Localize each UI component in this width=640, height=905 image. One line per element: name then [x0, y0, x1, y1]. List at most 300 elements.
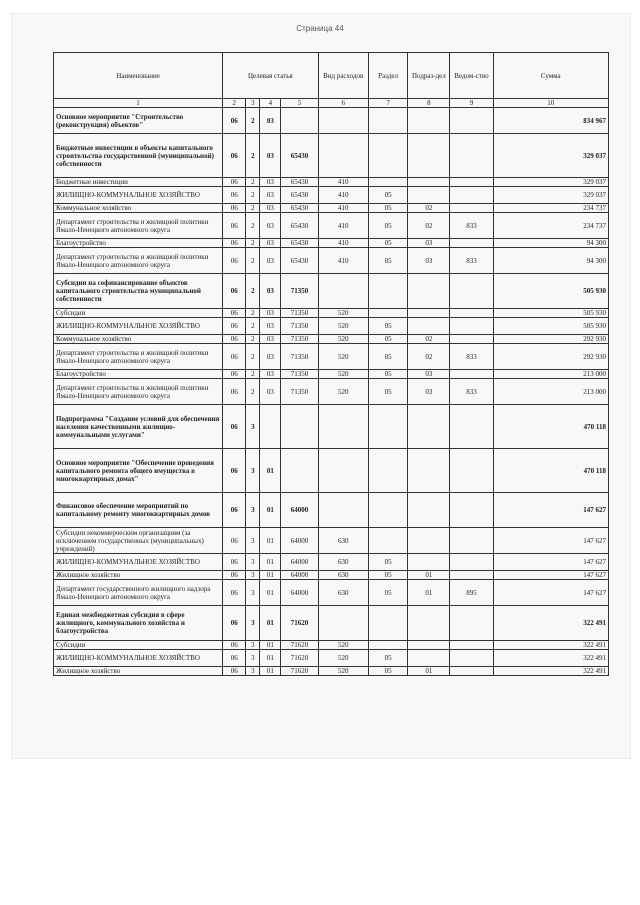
cell-subprogram: 3 [246, 650, 260, 667]
cell-amount: 234 737 [493, 213, 609, 239]
cell-direction: 64000 [281, 493, 318, 528]
cell-amount: 505 930 [493, 309, 609, 318]
cell-program: 06 [223, 187, 246, 204]
cell-subsection: 01 [408, 571, 450, 580]
cell-program: 06 [223, 213, 246, 239]
cell-department: 833 [450, 344, 493, 370]
cell-amount: 505 930 [493, 318, 609, 335]
cell-amount: 292 930 [493, 335, 609, 344]
cell-subprogram: 3 [246, 580, 260, 606]
cell-program: 06 [223, 108, 246, 134]
cell-subsection [408, 405, 450, 449]
cell-expense-type: 520 [318, 318, 368, 335]
cell-program: 06 [223, 379, 246, 405]
table-row [54, 344, 609, 370]
cell-event: 01 [260, 493, 281, 528]
column-number: 2 [223, 99, 246, 108]
cell-amount: 322 491 [493, 650, 609, 667]
table-row [54, 650, 609, 667]
cell-expense-type: 630 [318, 554, 368, 571]
cell-subprogram: 2 [246, 274, 260, 309]
cell-expense-type: 630 [318, 571, 368, 580]
cell-section [368, 493, 408, 528]
cell-department [450, 178, 493, 187]
cell-department [450, 606, 493, 641]
table-row [54, 134, 609, 178]
cell-expense-type [318, 606, 368, 641]
cell-subsection: 02 [408, 344, 450, 370]
cell-section: 05 [368, 318, 408, 335]
cell-name: Единая межбюджетная субсидия в сфере жилищного, коммунального хозяйства и благоустройства [54, 606, 223, 641]
cell-program: 06 [223, 318, 246, 335]
cell-expense-type: 520 [318, 641, 368, 650]
cell-program: 06 [223, 344, 246, 370]
cell-program: 06 [223, 204, 246, 213]
cell-program: 06 [223, 667, 246, 676]
cell-expense-type: 630 [318, 580, 368, 606]
cell-subsection: 03 [408, 379, 450, 405]
cell-department [450, 108, 493, 134]
cell-expense-type: 520 [318, 370, 368, 379]
cell-expense-type [318, 449, 368, 493]
cell-event: 03 [260, 344, 281, 370]
cell-program: 06 [223, 606, 246, 641]
table-row [54, 667, 609, 676]
cell-section [368, 405, 408, 449]
cell-direction: 65430 [281, 248, 318, 274]
cell-program: 06 [223, 335, 246, 344]
cell-subsection: 02 [408, 204, 450, 213]
header-expense-type: Вид расходов [318, 53, 368, 99]
cell-subsection [408, 554, 450, 571]
cell-direction: 71350 [281, 370, 318, 379]
cell-expense-type: 520 [318, 309, 368, 318]
cell-direction: 71350 [281, 318, 318, 335]
cell-section [368, 108, 408, 134]
cell-program: 06 [223, 554, 246, 571]
cell-department [450, 554, 493, 571]
cell-name: Бюджетные инвестиции [54, 178, 223, 187]
table-row [54, 405, 609, 449]
cell-expense-type [318, 134, 368, 178]
cell-subprogram: 3 [246, 571, 260, 580]
column-number: 10 [493, 99, 609, 108]
cell-name: ЖИЛИЩНО-КОММУНАЛЬНОЕ ХОЗЯЙСТВО [54, 187, 223, 204]
cell-subprogram: 2 [246, 318, 260, 335]
cell-name: Департамент строительства и жилищной политики Ямало-Ненецкого автономного округа [54, 379, 223, 405]
table-row [54, 606, 609, 641]
cell-name: Субсидии некоммерческим организациям (за исключением государственных (муниципальных) учреждений) [54, 528, 223, 554]
cell-section: 05 [368, 667, 408, 676]
cell-subprogram: 2 [246, 108, 260, 134]
cell-subsection [408, 493, 450, 528]
cell-subsection: 02 [408, 213, 450, 239]
column-number: 1 [54, 99, 223, 108]
cell-expense-type [318, 405, 368, 449]
table-row [54, 248, 609, 274]
cell-event: 01 [260, 554, 281, 571]
cell-amount: 470 118 [493, 449, 609, 493]
cell-direction: 65430 [281, 134, 318, 178]
table-row [54, 274, 609, 309]
cell-program: 06 [223, 528, 246, 554]
cell-program: 06 [223, 309, 246, 318]
cell-direction [281, 108, 318, 134]
cell-name: Департамент строительства и жилищной политики Ямало-Ненецкого автономного округа [54, 248, 223, 274]
cell-subprogram: 3 [246, 449, 260, 493]
table-row [54, 449, 609, 493]
cell-expense-type: 520 [318, 379, 368, 405]
cell-section: 05 [368, 344, 408, 370]
cell-program: 06 [223, 134, 246, 178]
cell-amount: 470 118 [493, 405, 609, 449]
table-row [54, 318, 609, 335]
cell-subprogram: 2 [246, 335, 260, 344]
cell-subsection [408, 528, 450, 554]
cell-subprogram: 2 [246, 370, 260, 379]
cell-name: ЖИЛИЩНО-КОММУНАЛЬНОЕ ХОЗЯЙСТВО [54, 650, 223, 667]
cell-subsection: 03 [408, 239, 450, 248]
cell-section: 05 [368, 571, 408, 580]
table-row [54, 554, 609, 571]
cell-event: 01 [260, 528, 281, 554]
table-row [54, 571, 609, 580]
column-number: 9 [450, 99, 493, 108]
cell-subsection: 02 [408, 335, 450, 344]
column-number-row [54, 99, 609, 108]
cell-name: Департамент строительства и жилищной политики Ямало-Ненецкого автономного округа [54, 213, 223, 239]
cell-direction: 64000 [281, 571, 318, 580]
cell-subprogram: 2 [246, 239, 260, 248]
cell-program: 06 [223, 641, 246, 650]
table-row [54, 239, 609, 248]
cell-name: Основное мероприятие "Строительство (реконструкция) объектов" [54, 108, 223, 134]
cell-direction: 71620 [281, 606, 318, 641]
cell-department [450, 204, 493, 213]
column-number: 5 [281, 99, 318, 108]
header-department: Ведом-ство [450, 53, 493, 99]
cell-subprogram: 3 [246, 554, 260, 571]
cell-direction: 65430 [281, 204, 318, 213]
cell-subprogram: 2 [246, 379, 260, 405]
cell-program: 06 [223, 274, 246, 309]
cell-expense-type: 410 [318, 239, 368, 248]
cell-name: Бюджетные инвестиции в объекты капитального строительства государственной (муниципальной) собственности [54, 134, 223, 178]
cell-department [450, 318, 493, 335]
cell-event: 03 [260, 213, 281, 239]
budget-table [53, 52, 609, 676]
cell-amount: 329 037 [493, 178, 609, 187]
cell-section [368, 528, 408, 554]
cell-department [450, 274, 493, 309]
cell-subprogram: 2 [246, 134, 260, 178]
cell-direction: 71350 [281, 379, 318, 405]
column-number: 4 [260, 99, 281, 108]
cell-department [450, 134, 493, 178]
cell-expense-type [318, 493, 368, 528]
table-row [54, 370, 609, 379]
cell-section: 05 [368, 187, 408, 204]
cell-section: 05 [368, 580, 408, 606]
cell-subprogram: 3 [246, 405, 260, 449]
cell-amount: 213 000 [493, 370, 609, 379]
cell-amount: 94 300 [493, 239, 609, 248]
cell-subsection [408, 108, 450, 134]
cell-event: 03 [260, 248, 281, 274]
cell-subsection [408, 650, 450, 667]
cell-section [368, 274, 408, 309]
cell-subprogram: 3 [246, 667, 260, 676]
cell-event: 01 [260, 650, 281, 667]
cell-section: 05 [368, 248, 408, 274]
table-row [54, 213, 609, 239]
cell-department [450, 239, 493, 248]
cell-event: 03 [260, 134, 281, 178]
cell-event: 01 [260, 667, 281, 676]
cell-amount: 147 627 [493, 528, 609, 554]
cell-program: 06 [223, 405, 246, 449]
cell-name: Подпрограмма "Создание условий для обеспечения населения качественными жилищно-коммунальными услугами" [54, 405, 223, 449]
cell-name: Финансовое обеспечение мероприятий по капитальному ремонту многоквартирных домов [54, 493, 223, 528]
cell-section [368, 178, 408, 187]
cell-subsection: 03 [408, 370, 450, 379]
table-row [54, 178, 609, 187]
cell-department [450, 309, 493, 318]
cell-direction: 64000 [281, 554, 318, 571]
cell-event: 03 [260, 239, 281, 248]
page-number: Страница 44 [296, 24, 344, 33]
cell-expense-type [318, 274, 368, 309]
cell-amount: 234 737 [493, 204, 609, 213]
table-row [54, 379, 609, 405]
cell-subsection [408, 449, 450, 493]
cell-expense-type: 520 [318, 335, 368, 344]
cell-event: 03 [260, 204, 281, 213]
cell-section [368, 641, 408, 650]
cell-department [450, 571, 493, 580]
table-row [54, 528, 609, 554]
cell-department: 833 [450, 213, 493, 239]
cell-name: Благоустройство [54, 239, 223, 248]
cell-event: 03 [260, 187, 281, 204]
cell-subprogram: 2 [246, 248, 260, 274]
cell-subprogram: 2 [246, 213, 260, 239]
cell-program: 06 [223, 571, 246, 580]
cell-subsection [408, 274, 450, 309]
header-amount: Сумма [493, 53, 609, 99]
cell-department [450, 370, 493, 379]
cell-section: 05 [368, 650, 408, 667]
cell-direction: 65430 [281, 178, 318, 187]
cell-event: 01 [260, 580, 281, 606]
cell-program: 06 [223, 178, 246, 187]
cell-amount: 322 491 [493, 641, 609, 650]
cell-program: 06 [223, 493, 246, 528]
cell-subprogram: 3 [246, 606, 260, 641]
cell-department [450, 335, 493, 344]
cell-program: 06 [223, 449, 246, 493]
cell-expense-type: 410 [318, 248, 368, 274]
cell-subsection [408, 641, 450, 650]
cell-name: Коммунальное хозяйство [54, 335, 223, 344]
table-row [54, 335, 609, 344]
header-row [54, 53, 609, 99]
cell-name: Департамент строительства и жилищной политики Ямало-Ненецкого автономного округа [54, 344, 223, 370]
cell-section: 05 [368, 554, 408, 571]
cell-name: Департамент государственного жилищного надзора Ямало-Ненецкого автономного округа [54, 580, 223, 606]
cell-expense-type: 630 [318, 528, 368, 554]
cell-program: 06 [223, 650, 246, 667]
cell-subsection [408, 187, 450, 204]
cell-name: ЖИЛИЩНО-КОММУНАЛЬНОЕ ХОЗЯЙСТВО [54, 318, 223, 335]
cell-amount: 213 000 [493, 379, 609, 405]
cell-direction: 71620 [281, 667, 318, 676]
header-name: Наименование [54, 53, 223, 99]
cell-name: Жилищное хозяйство [54, 667, 223, 676]
cell-subprogram: 3 [246, 493, 260, 528]
cell-subprogram: 2 [246, 178, 260, 187]
column-number: 8 [408, 99, 450, 108]
cell-subprogram: 3 [246, 641, 260, 650]
cell-section: 05 [368, 213, 408, 239]
cell-event: 03 [260, 178, 281, 187]
cell-section: 05 [368, 379, 408, 405]
cell-department [450, 528, 493, 554]
cell-subsection: 03 [408, 248, 450, 274]
cell-section [368, 606, 408, 641]
cell-event: 01 [260, 641, 281, 650]
cell-direction: 71620 [281, 650, 318, 667]
table-row [54, 187, 609, 204]
cell-section: 05 [368, 239, 408, 248]
table-row [54, 309, 609, 318]
cell-name: Коммунальное хозяйство [54, 204, 223, 213]
column-number: 6 [318, 99, 368, 108]
cell-amount: 329 037 [493, 134, 609, 178]
cell-department [450, 667, 493, 676]
header-subsection: Подраз-дел [408, 53, 450, 99]
cell-expense-type: 410 [318, 204, 368, 213]
header-target: Целевая статья [223, 53, 319, 99]
cell-expense-type: 520 [318, 650, 368, 667]
cell-subsection [408, 134, 450, 178]
table-body [54, 108, 609, 676]
cell-department: 895 [450, 580, 493, 606]
header-section: Раздел [368, 53, 408, 99]
cell-direction: 65430 [281, 213, 318, 239]
cell-expense-type: 410 [318, 178, 368, 187]
column-number: 7 [368, 99, 408, 108]
cell-event: 01 [260, 449, 281, 493]
cell-subsection: 01 [408, 667, 450, 676]
table-row [54, 641, 609, 650]
cell-direction [281, 449, 318, 493]
cell-subprogram: 2 [246, 204, 260, 213]
cell-subprogram: 2 [246, 344, 260, 370]
table-row [54, 108, 609, 134]
cell-direction: 65430 [281, 239, 318, 248]
cell-amount: 292 930 [493, 344, 609, 370]
cell-amount: 147 627 [493, 580, 609, 606]
cell-amount: 147 627 [493, 554, 609, 571]
cell-name: Субсидии [54, 641, 223, 650]
cell-event: 01 [260, 571, 281, 580]
cell-event: 01 [260, 606, 281, 641]
cell-amount: 329 037 [493, 187, 609, 204]
cell-event: 03 [260, 274, 281, 309]
cell-subsection [408, 606, 450, 641]
cell-event: 03 [260, 370, 281, 379]
cell-expense-type: 520 [318, 344, 368, 370]
cell-amount: 94 300 [493, 248, 609, 274]
cell-expense-type: 410 [318, 187, 368, 204]
cell-name: Благоустройство [54, 370, 223, 379]
cell-event: 03 [260, 108, 281, 134]
cell-department [450, 641, 493, 650]
cell-name: Субсидии на софинансирование объектов капитального строительства муниципальной собственности [54, 274, 223, 309]
column-number: 3 [246, 99, 260, 108]
cell-direction [281, 405, 318, 449]
cell-name: Субсидии [54, 309, 223, 318]
cell-direction: 71350 [281, 335, 318, 344]
cell-subsection [408, 309, 450, 318]
cell-name: ЖИЛИЩНО-КОММУНАЛЬНОЕ ХОЗЯЙСТВО [54, 554, 223, 571]
cell-section: 05 [368, 370, 408, 379]
cell-direction: 65430 [281, 187, 318, 204]
table-row [54, 493, 609, 528]
cell-event: 03 [260, 318, 281, 335]
cell-amount: 322 491 [493, 606, 609, 641]
cell-direction: 71350 [281, 274, 318, 309]
cell-department [450, 650, 493, 667]
cell-expense-type [318, 108, 368, 134]
cell-department: 833 [450, 248, 493, 274]
cell-subprogram: 3 [246, 528, 260, 554]
cell-amount: 505 930 [493, 274, 609, 309]
cell-expense-type: 520 [318, 667, 368, 676]
cell-subsection: 01 [408, 580, 450, 606]
cell-program: 06 [223, 248, 246, 274]
cell-direction: 64000 [281, 580, 318, 606]
cell-event: 03 [260, 379, 281, 405]
cell-direction: 71620 [281, 641, 318, 650]
cell-section [368, 449, 408, 493]
table-row [54, 580, 609, 606]
cell-event: 03 [260, 309, 281, 318]
cell-direction: 71350 [281, 344, 318, 370]
cell-subsection [408, 318, 450, 335]
cell-amount: 322 491 [493, 667, 609, 676]
cell-event [260, 405, 281, 449]
cell-amount: 834 967 [493, 108, 609, 134]
cell-amount: 147 627 [493, 493, 609, 528]
cell-section [368, 134, 408, 178]
cell-program: 06 [223, 580, 246, 606]
cell-name: Жилищное хозяйство [54, 571, 223, 580]
cell-amount: 147 627 [493, 571, 609, 580]
cell-name: Основное мероприятие "Обеспечение проведения капитального ремонта общего имущества в многоквартирных домах" [54, 449, 223, 493]
cell-program: 06 [223, 239, 246, 248]
cell-department [450, 187, 493, 204]
cell-department: 833 [450, 379, 493, 405]
cell-department [450, 493, 493, 528]
cell-direction: 71350 [281, 309, 318, 318]
cell-program: 06 [223, 370, 246, 379]
cell-expense-type: 410 [318, 213, 368, 239]
cell-section [368, 309, 408, 318]
cell-event: 03 [260, 335, 281, 344]
table-row [54, 204, 609, 213]
